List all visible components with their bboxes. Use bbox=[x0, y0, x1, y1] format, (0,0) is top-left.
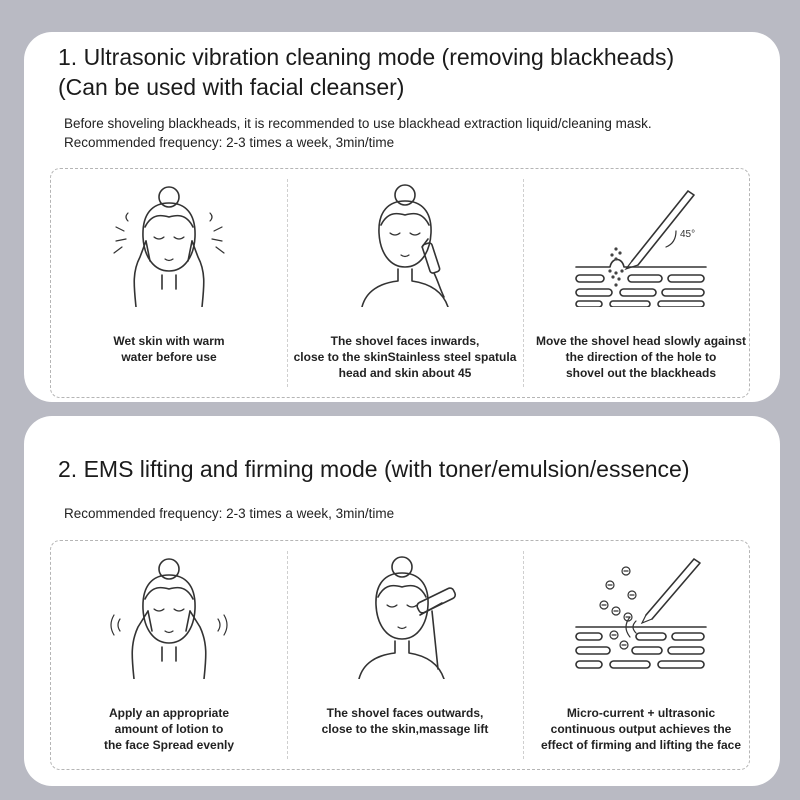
spatula-inward-icon bbox=[330, 177, 480, 307]
microcurrent-diagram-icon bbox=[566, 549, 716, 679]
section-2-step-2 bbox=[289, 541, 521, 769]
section-1-step-3 bbox=[525, 169, 757, 397]
section-1-step-2 bbox=[289, 169, 521, 397]
section-2-step-3 bbox=[525, 541, 757, 769]
section-2-step-1 bbox=[53, 541, 285, 769]
section-1-description: Before shoveling blackheads, it is recommended to use blackhead extraction liquid/cleaning mask. Recommended frequency: 2-3 times a week, 3min/time bbox=[64, 116, 652, 150]
section-2-title: 2. EMS lifting and firming mode (with toner/emulsion/essence) bbox=[58, 456, 690, 482]
step-caption: Wet skin with warm water before use bbox=[113, 334, 225, 364]
pore-cleaning-diagram-icon bbox=[566, 177, 716, 307]
section-1-card bbox=[24, 32, 780, 402]
step-caption: The shovel faces outwards, close to the skin,massage lift bbox=[321, 706, 489, 736]
section-1-step-1 bbox=[53, 169, 285, 397]
step-caption: Micro-current + ultrasonic continuous output achieves the effect of firming and lifting the face bbox=[540, 706, 741, 752]
step-caption: The shovel faces inwards, close to the skinStainless steel spatula head and skin about 45 bbox=[293, 334, 517, 380]
section-2-card bbox=[24, 416, 780, 786]
step-caption: Apply an appropriate amount of lotion to the face Spread evenly bbox=[103, 706, 235, 752]
svg-text:45°: 45° bbox=[680, 229, 696, 240]
section-1-steps-panel bbox=[50, 168, 750, 398]
face-washing-icon bbox=[94, 177, 244, 307]
step-caption: Move the shovel head slowly against the direction of the hole to shovel out the blackheads bbox=[535, 334, 747, 380]
section-2-steps-panel bbox=[50, 540, 750, 770]
spatula-outward-icon bbox=[330, 549, 480, 679]
section-1-title: 1. Ultrasonic vibration cleaning mode (removing blackheads) (Can be used with facial cleanser) bbox=[58, 44, 675, 100]
section-2-description: Recommended frequency: 2-3 times a week, 3min/time bbox=[64, 506, 395, 521]
face-massage-icon bbox=[94, 549, 244, 679]
